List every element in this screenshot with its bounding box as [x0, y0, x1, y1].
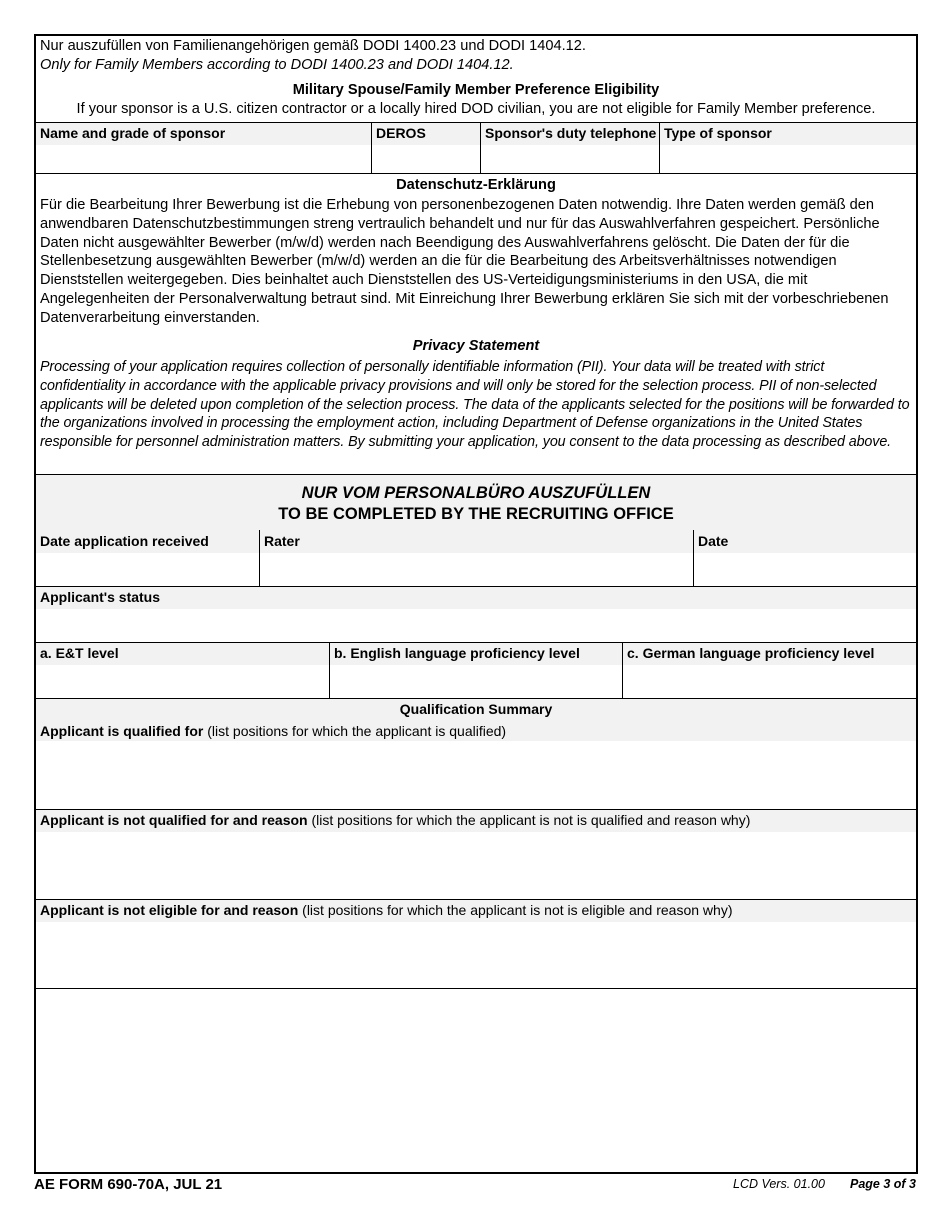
status-label: Applicant's status: [40, 589, 161, 605]
privacy-en-text: Processing of your application requires collection of personally identifiable information (PII). Your data will be treated with strict confidentiality in accordance with the applicable privacy provisions and will only be stored for the selection process. PII of non-selected applicants will be deleted upon completion of the selection process. The data of the applicants selected for the positions will be forwarded to the organizations involved in processing the employment action, including Department of Defense organizations in the United States responsible for personnel administration matters. By submitting your application, you consent to the data processing as described above.: [40, 359, 910, 451]
sponsor-name-field[interactable]: [36, 146, 371, 172]
privacy-de-heading: Datenschutz-Erklärung: [396, 177, 556, 193]
blank-area: [36, 989, 916, 1172]
qualified-label-bold: Applicant is qualified for: [40, 723, 204, 739]
date-label: Date: [698, 533, 729, 549]
english-level-field[interactable]: [330, 665, 622, 697]
office-title-de: NUR VOM PERSONALBÜRO AUSZUFÜLLEN: [301, 484, 651, 502]
not-qualified-label-note: (list positions for which the applicant is not is qualified and reason why): [307, 812, 751, 828]
sponsor-name-label: Name and grade of sponsor: [40, 125, 226, 141]
not-qualified-label-bold: Applicant is not qualified for and reason: [40, 812, 308, 828]
qualified-field[interactable]: [36, 742, 916, 808]
sponsor-type-field[interactable]: [660, 146, 916, 172]
date-received-label: Date application received: [40, 533, 209, 549]
not-eligible-label-note: (list positions for which the applicant is not is eligible and reason why): [298, 902, 733, 918]
office-title-en: TO BE COMPLETED BY THE RECRUITING OFFICE: [278, 505, 674, 523]
family-heading: Military Spouse/Family Member Preference Eligibility: [292, 82, 660, 98]
qual-summary-heading: Qualification Summary: [399, 701, 553, 717]
not-qualified-field[interactable]: [36, 832, 916, 898]
et-level-label: a. E&T level: [40, 645, 119, 661]
form-frame: [34, 34, 918, 1174]
english-level-label: b. English language proficiency level: [334, 645, 580, 661]
et-level-field[interactable]: [36, 665, 329, 697]
status-field[interactable]: [36, 609, 916, 641]
sponsor-type-label: Type of sponsor: [664, 125, 772, 141]
date-received-field[interactable]: [36, 553, 259, 585]
page-number: Page 3 of 3: [850, 1177, 916, 1191]
date-field[interactable]: [694, 553, 916, 585]
not-eligible-label: [40, 902, 732, 918]
rater-label: Rater: [264, 533, 300, 549]
family-notice: If your sponsor is a U.S. citizen contractor or a locally hired DOD civilian, you are not eligible for Family Member preference.: [76, 101, 876, 117]
deros-label: DEROS: [376, 125, 426, 141]
qualified-label: [40, 723, 506, 739]
family-line-en: Only for Family Members according to DODI 1400.23 and DODI 1404.12.: [40, 57, 514, 73]
family-line-de: Nur auszufüllen von Familienangehörigen gemäß DODI 1400.23 und DODI 1404.12.: [40, 38, 586, 54]
not-eligible-label-bold: Applicant is not eligible for and reason: [40, 902, 299, 918]
duty-phone-field[interactable]: [481, 146, 659, 172]
rater-field[interactable]: [260, 553, 693, 585]
privacy-de-text: Für die Bearbeitung Ihrer Bewerbung ist die Erhebung von personenbezogenen Daten notwendig. Ihre Daten werden gemäß den anwendbaren Datenschutzbestimmungen streng vertraulich behandelt und nur für das Auswahlverfahren gespeichert. Persönliche Daten nicht ausgewählter Bewerber (m/w/d) werden nach Beendigung des Auswahlverfahrens gelöscht. Die Daten der für die Stellenbesetzung ausgewählten Bewerber (m/w/d) werden an die für die Bearbeitung des Arbeitsverhältnisses notwendigen Dienststellen weitergegeben. Dies beinhaltet auch Dienststellen des US-Verteidigungsministeriums in den USA, die mit Angelegenheiten der Personalverwaltung betraut sind. Mit Einreichung Ihrer Bewerbung erklären Sie sich mit der vorbeschriebenen Datenverarbeitung einverstanden.: [40, 197, 889, 326]
not-eligible-field[interactable]: [36, 922, 916, 988]
form-id: AE FORM 690-70A, JUL 21: [34, 1176, 223, 1193]
deros-field[interactable]: [372, 146, 480, 172]
german-level-field[interactable]: [623, 665, 916, 697]
version-text: LCD Vers. 01.00: [733, 1177, 825, 1191]
privacy-en-heading: Privacy Statement: [412, 338, 540, 354]
qualified-label-note: (list positions for which the applicant is qualified): [203, 723, 507, 739]
german-level-label: c. German language proficiency level: [627, 645, 875, 661]
duty-phone-label: Sponsor's duty telephone: [485, 125, 657, 141]
not-qualified-label: [40, 812, 750, 828]
